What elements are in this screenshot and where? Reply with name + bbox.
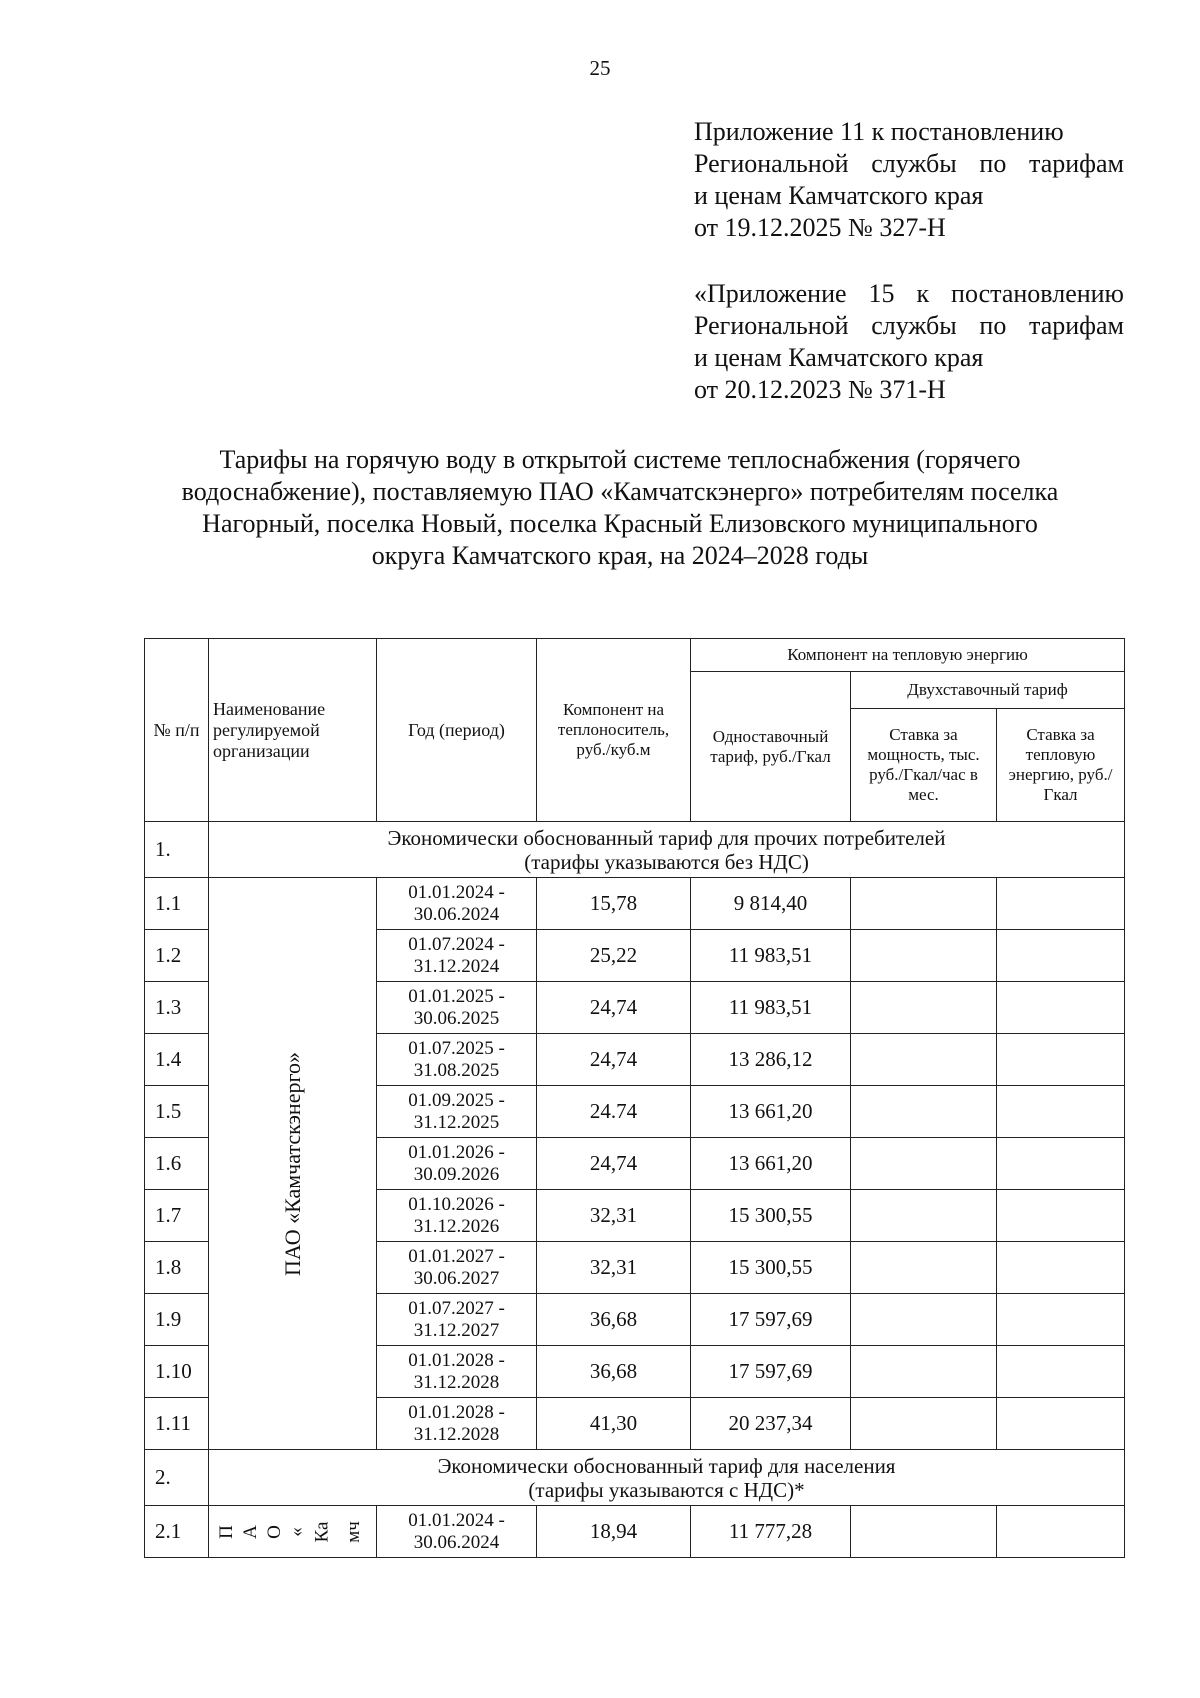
section-heading: Экономически обоснованный тариф для прочих потребителей (тарифы указываются без НДС) bbox=[209, 822, 1125, 878]
capacity-rate-value bbox=[851, 930, 997, 982]
org-name-fragment: мч bbox=[342, 1520, 364, 1543]
carrier-value: 15,78 bbox=[537, 878, 691, 930]
period-cell: 01.10.2026 - 31.12.2026 bbox=[377, 1190, 537, 1242]
header-org: Наименование регулируемой организации bbox=[209, 639, 377, 822]
energy-rate-value bbox=[997, 1506, 1125, 1558]
carrier-value: 36,68 bbox=[537, 1294, 691, 1346]
period-cell: 01.07.2024 - 31.12.2024 bbox=[377, 930, 537, 982]
header-energy-rate: Ставка за тепловую энергию, руб./Гкал bbox=[997, 709, 1125, 822]
appendix-line: и ценам Камчатского края bbox=[694, 181, 984, 210]
single-rate-value: 11 983,51 bbox=[691, 930, 851, 982]
single-rate-value: 15 300,55 bbox=[691, 1242, 851, 1294]
energy-rate-value bbox=[997, 1086, 1125, 1138]
appendix-original-reference bbox=[694, 278, 1124, 406]
header-carrier: Компонент на теплоноситель, руб./куб.м bbox=[537, 639, 691, 822]
row-num: 1.3 bbox=[145, 982, 209, 1034]
appendix-line: Региональной службы по тарифам bbox=[694, 149, 1124, 178]
org-name-cell bbox=[209, 1506, 377, 1558]
carrier-value: 41,30 bbox=[537, 1398, 691, 1450]
org-name-fragment: О bbox=[264, 1524, 286, 1539]
period-cell: 01.01.2028 - 31.12.2028 bbox=[377, 1346, 537, 1398]
single-rate-value: 13 661,20 bbox=[691, 1086, 851, 1138]
single-rate-value: 15 300,55 bbox=[691, 1190, 851, 1242]
row-num: 1.10 bbox=[145, 1346, 209, 1398]
org-name-fragment: П bbox=[216, 1524, 238, 1539]
capacity-rate-value bbox=[851, 878, 997, 930]
capacity-rate-value bbox=[851, 1086, 997, 1138]
single-rate-value: 17 597,69 bbox=[691, 1346, 851, 1398]
single-rate-value: 20 237,34 bbox=[691, 1398, 851, 1450]
document-title bbox=[130, 444, 1110, 572]
capacity-rate-value bbox=[851, 1242, 997, 1294]
energy-rate-value bbox=[997, 930, 1125, 982]
appendix-line: «Приложение 15 к постановлению bbox=[694, 279, 1124, 308]
period-cell: 01.01.2025 - 30.06.2025 bbox=[377, 982, 537, 1034]
table-row bbox=[145, 1506, 1125, 1558]
org-name-vertical: ПАО «Камчатскэнерго» bbox=[279, 1051, 305, 1276]
org-name-fragment: А bbox=[240, 1524, 262, 1539]
header-num: № п/п bbox=[145, 639, 209, 822]
header-two-rate: Двухставочный тариф bbox=[851, 672, 1125, 709]
capacity-rate-value bbox=[851, 1190, 997, 1242]
org-name-cell bbox=[209, 878, 377, 1450]
title-line: округа Камчатского края, на 2024–2028 годы bbox=[371, 541, 869, 570]
title-line: Тарифы на горячую воду в открытой системе теплоснабжения (горячего bbox=[219, 445, 1021, 474]
single-rate-value: 13 286,12 bbox=[691, 1034, 851, 1086]
row-num: 1.4 bbox=[145, 1034, 209, 1086]
title-line: водоснабжение), поставляемую ПАО «Камчатскэнерго» потребителям поселка bbox=[181, 477, 1059, 506]
appendix-line: и ценам Камчатского края bbox=[694, 343, 984, 372]
row-num: 1.11 bbox=[145, 1398, 209, 1450]
period-cell: 01.07.2027 - 31.12.2027 bbox=[377, 1294, 537, 1346]
carrier-value: 24.74 bbox=[537, 1086, 691, 1138]
appendix-line: от 20.12.2023 № 371-Н bbox=[694, 375, 946, 404]
carrier-value: 24,74 bbox=[537, 1138, 691, 1190]
row-num: 1.9 bbox=[145, 1294, 209, 1346]
period-cell: 01.01.2024 - 30.06.2024 bbox=[377, 1506, 537, 1558]
capacity-rate-value bbox=[851, 1294, 997, 1346]
single-rate-value: 9 814,40 bbox=[691, 878, 851, 930]
row-num: 1.5 bbox=[145, 1086, 209, 1138]
page-number: 25 bbox=[589, 56, 611, 80]
single-rate-value: 11 983,51 bbox=[691, 982, 851, 1034]
energy-rate-value bbox=[997, 1034, 1125, 1086]
single-rate-value: 17 597,69 bbox=[691, 1294, 851, 1346]
energy-rate-value bbox=[997, 982, 1125, 1034]
single-rate-value: 13 661,20 bbox=[691, 1138, 851, 1190]
header-single-rate: Одноставочный тариф, руб./Гкал bbox=[691, 672, 851, 822]
appendix-line: Приложение 11 к постановлению bbox=[694, 117, 1064, 146]
energy-rate-value bbox=[997, 1190, 1125, 1242]
period-cell: 01.01.2026 - 30.09.2026 bbox=[377, 1138, 537, 1190]
period-cell: 01.09.2025 - 31.12.2025 bbox=[377, 1086, 537, 1138]
carrier-value: 36,68 bbox=[537, 1346, 691, 1398]
appendix-line: от 19.12.2025 № 327-Н bbox=[694, 213, 946, 242]
capacity-rate-value bbox=[851, 1506, 997, 1558]
carrier-value: 32,31 bbox=[537, 1190, 691, 1242]
energy-rate-value bbox=[997, 1398, 1125, 1450]
carrier-value: 32,31 bbox=[537, 1242, 691, 1294]
section-heading: Экономически обоснованный тариф для населения (тарифы указываются с НДС)* bbox=[209, 1450, 1125, 1506]
row-num: 1.8 bbox=[145, 1242, 209, 1294]
header-heat-component: Компонент на тепловую энергию bbox=[691, 639, 1125, 672]
org-name-fragment: Ка bbox=[311, 1521, 333, 1542]
row-num: 1.1 bbox=[145, 878, 209, 930]
org-name-fragment: « bbox=[285, 1526, 307, 1537]
period-cell: 01.01.2024 - 30.06.2024 bbox=[377, 878, 537, 930]
energy-rate-value bbox=[997, 1138, 1125, 1190]
period-cell: 01.01.2028 - 31.12.2028 bbox=[377, 1398, 537, 1450]
header-period: Год (период) bbox=[377, 639, 537, 822]
row-num: 1.2 bbox=[145, 930, 209, 982]
capacity-rate-value bbox=[851, 1034, 997, 1086]
capacity-rate-value bbox=[851, 1138, 997, 1190]
energy-rate-value bbox=[997, 1346, 1125, 1398]
title-line: Нагорный, поселка Новый, поселка Красный Елизовского муниципального bbox=[202, 509, 1038, 538]
energy-rate-value bbox=[997, 1242, 1125, 1294]
appendix-current-reference bbox=[694, 116, 1124, 244]
capacity-rate-value bbox=[851, 982, 997, 1034]
single-rate-value: 11 777,28 bbox=[691, 1506, 851, 1558]
tariff-table bbox=[144, 638, 1125, 1558]
row-num: 2.1 bbox=[145, 1506, 209, 1558]
section-num: 1. bbox=[145, 822, 209, 878]
row-num: 1.7 bbox=[145, 1190, 209, 1242]
section-num: 2. bbox=[145, 1450, 209, 1506]
table-row bbox=[145, 878, 1125, 930]
row-num: 1.6 bbox=[145, 1138, 209, 1190]
energy-rate-value bbox=[997, 1294, 1125, 1346]
capacity-rate-value bbox=[851, 1398, 997, 1450]
carrier-value: 24,74 bbox=[537, 1034, 691, 1086]
carrier-value: 25,22 bbox=[537, 930, 691, 982]
header-capacity-rate: Ставка за мощность, тыс. руб./Гкал/час в мес. bbox=[851, 709, 997, 822]
capacity-rate-value bbox=[851, 1346, 997, 1398]
appendix-line: Региональной службы по тарифам bbox=[694, 311, 1124, 340]
period-cell: 01.01.2027 - 30.06.2027 bbox=[377, 1242, 537, 1294]
carrier-value: 24,74 bbox=[537, 982, 691, 1034]
period-cell: 01.07.2025 - 31.08.2025 bbox=[377, 1034, 537, 1086]
carrier-value: 18,94 bbox=[537, 1506, 691, 1558]
energy-rate-value bbox=[997, 878, 1125, 930]
